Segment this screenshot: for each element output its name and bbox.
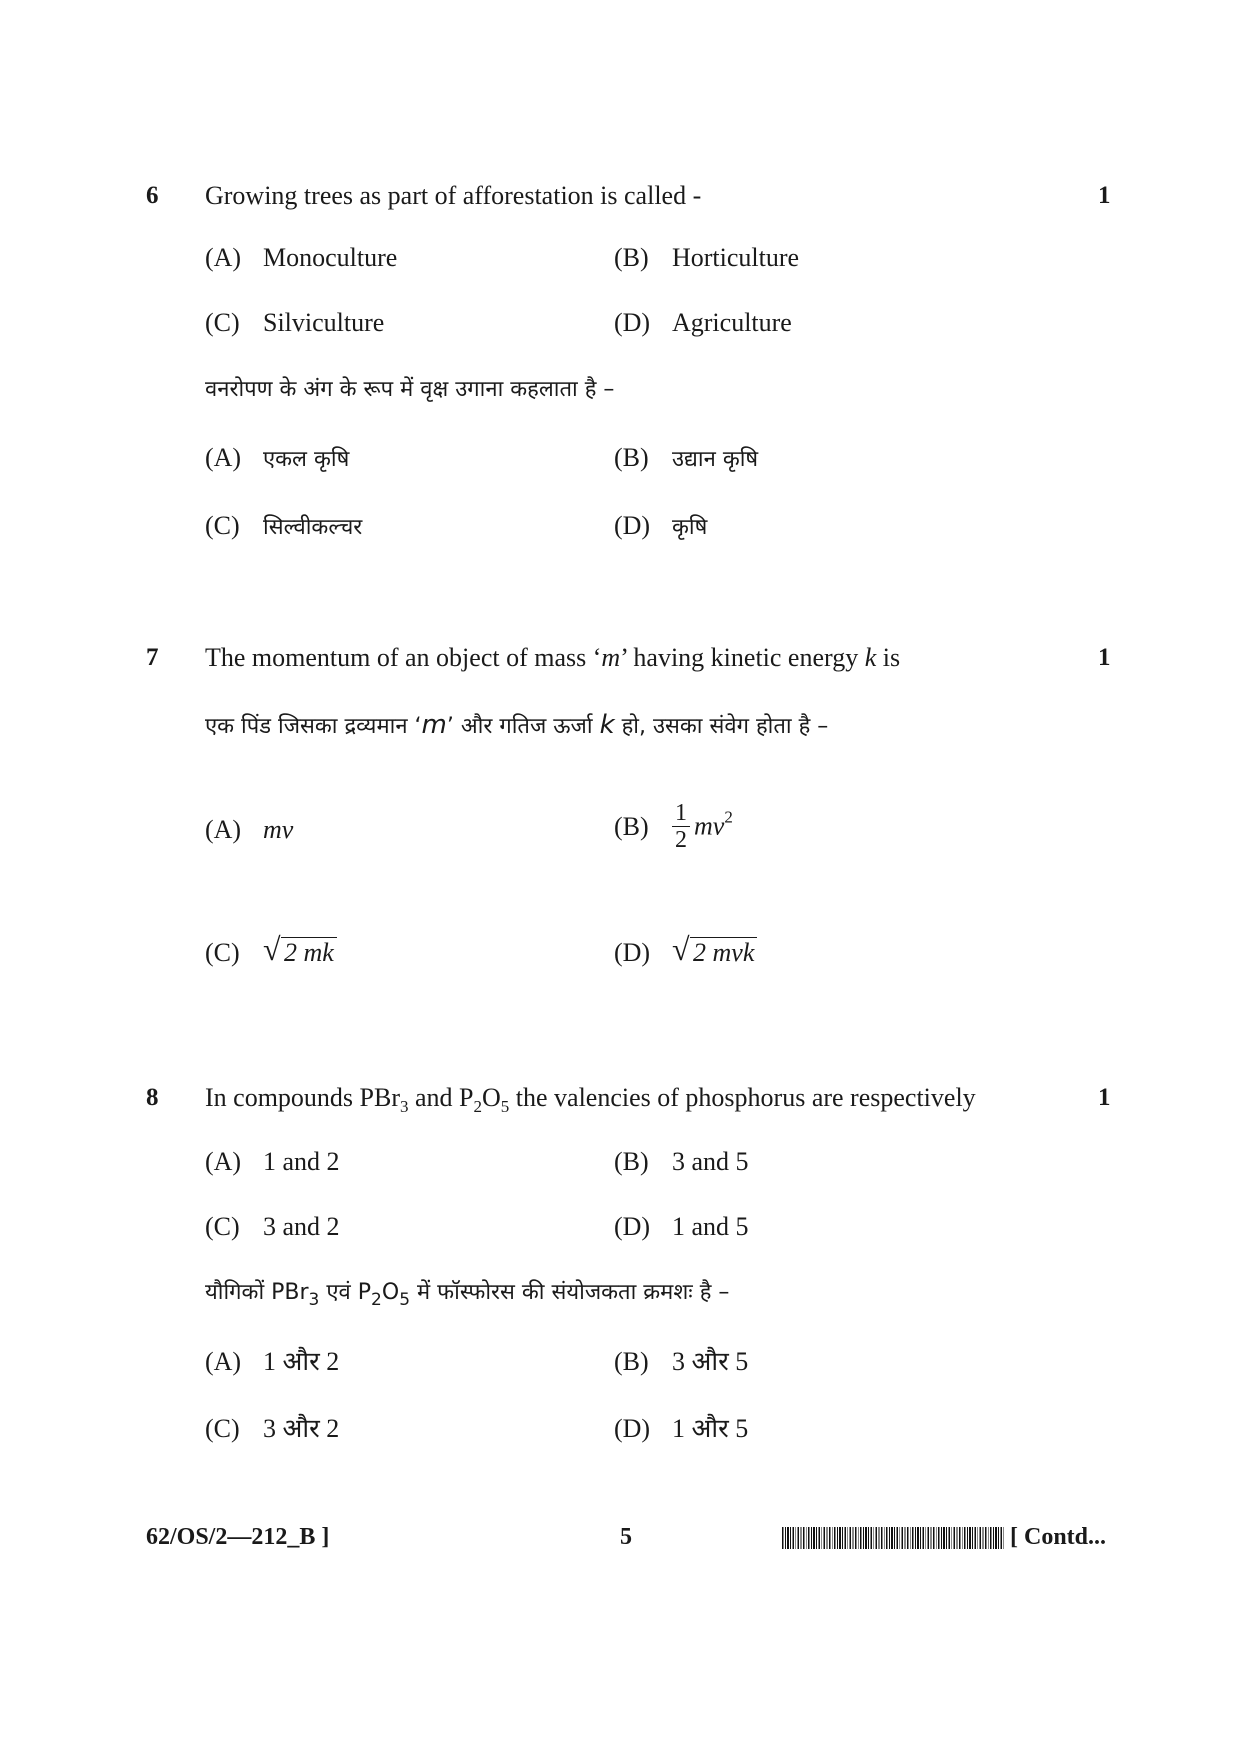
text-segment: ’ having kinetic energy	[620, 643, 865, 672]
text-segment: the valencies of phosphorus are respectively	[509, 1083, 976, 1112]
radicand: 2 mk	[281, 937, 337, 967]
subscript: 3	[308, 1290, 320, 1310]
q8-option-c-hi	[205, 1413, 339, 1445]
fraction-denominator: 2	[675, 827, 687, 853]
option-label: (B)	[614, 243, 649, 272]
footer-page-number: 5	[620, 1524, 632, 1550]
option-label: (C)	[205, 1212, 240, 1241]
option-label: (D)	[614, 938, 651, 967]
q7-option-a	[205, 814, 293, 846]
question-7-marks: 1	[1098, 644, 1111, 671]
option-text: Silviculture	[263, 308, 385, 337]
text-segment: O	[381, 1280, 400, 1305]
square-root	[672, 931, 757, 969]
q8-option-c-en	[205, 1211, 340, 1243]
option-text: कृषि	[672, 515, 708, 540]
subscript: 3	[400, 1097, 409, 1116]
text-segment: ’ और गतिज ऊर्जा	[446, 714, 600, 739]
q7-option-d	[614, 931, 757, 969]
option-label: (A)	[205, 815, 242, 844]
q6-option-c-hi	[205, 510, 362, 544]
option-label: (C)	[205, 1414, 240, 1443]
subscript: 5	[500, 1097, 510, 1116]
option-label: (D)	[614, 511, 651, 540]
contd-label: [ Contd...	[1010, 1524, 1107, 1550]
option-text: 3 और 2	[263, 1414, 340, 1443]
question-6-marks: 1	[1098, 182, 1111, 209]
option-text: 1 और 2	[263, 1347, 340, 1376]
text-segment: The momentum of an object of mass ‘	[205, 643, 602, 672]
option-label: (C)	[205, 938, 240, 967]
q6-option-b-en	[614, 242, 799, 274]
option-label: (B)	[614, 1147, 649, 1176]
question-6-number: 6	[146, 182, 159, 209]
option-text: उद्यान कृषि	[672, 447, 759, 472]
subscript: 2	[371, 1290, 382, 1310]
text-segment: एवं P	[319, 1280, 372, 1305]
variable-m: m	[601, 643, 621, 672]
text-segment: हो, उसका संवेग होता है –	[614, 714, 829, 739]
footer-paper-code: 62/OS/2—212_B ]	[146, 1524, 330, 1550]
text-segment: यौगिकों PBr	[205, 1280, 309, 1305]
text-segment: is	[876, 643, 901, 672]
option-label: (A)	[205, 1147, 242, 1176]
option-text: 3 and 5	[672, 1147, 749, 1176]
option-text: 1 and 5	[672, 1212, 749, 1241]
q6-option-b-hi	[614, 442, 758, 476]
question-6-text-hi: वनरोपण के अंग के रूप में वृक्ष उगाना कहलाता है –	[205, 377, 615, 402]
footer-contd	[782, 1524, 1106, 1551]
option-text: 3 and 2	[263, 1212, 340, 1241]
fraction-numerator: 1	[672, 800, 690, 827]
question-8-text-hi	[205, 1277, 729, 1309]
radical-sign: √	[263, 931, 281, 967]
option-label: (C)	[205, 511, 240, 540]
question-8-marks: 1	[1098, 1084, 1111, 1111]
q8-option-d-hi	[614, 1413, 748, 1445]
text-segment: and P	[408, 1083, 474, 1112]
subscript: 5	[399, 1290, 411, 1310]
radical-sign: √	[672, 931, 690, 967]
subscript: 2	[473, 1097, 482, 1116]
option-text: एकल कृषि	[263, 447, 350, 472]
variable-k: k	[864, 643, 877, 672]
q8-option-b-en	[614, 1146, 749, 1178]
option-text: Monoculture	[263, 243, 398, 272]
q8-option-a-en	[205, 1146, 340, 1178]
square-root	[263, 931, 337, 969]
option-label: (A)	[205, 1347, 242, 1376]
option-text: सिल्वीकल्चर	[263, 515, 363, 540]
option-text: 1 और 5	[672, 1414, 749, 1443]
question-8-text-en	[205, 1082, 976, 1114]
q6-option-a-hi	[205, 442, 349, 476]
q7-option-b	[614, 800, 733, 853]
barcode-icon	[782, 1527, 1004, 1549]
option-text: Horticulture	[672, 243, 800, 272]
q8-option-b-hi	[614, 1346, 748, 1378]
q6-option-d-en	[614, 307, 792, 339]
variable-k: k	[599, 710, 615, 740]
exponent: 2	[724, 807, 733, 827]
q7-option-c	[205, 931, 337, 969]
option-label: (B)	[614, 443, 649, 472]
question-6-text-en: Growing trees as part of afforestation is called -	[205, 181, 702, 210]
question-7-text-en	[205, 642, 900, 674]
radicand: 2 mvk	[690, 937, 757, 967]
text-segment: में फॉस्फोरस की संयोजकता क्रमशः है –	[410, 1280, 730, 1305]
option-text: 1 and 2	[263, 1147, 340, 1176]
option-label: (C)	[205, 308, 240, 337]
q6-option-a-en	[205, 242, 397, 274]
q8-option-a-hi	[205, 1346, 339, 1378]
q6-option-c-en	[205, 307, 384, 339]
question-7-number: 7	[146, 644, 159, 671]
option-label: (B)	[614, 811, 649, 841]
variable-m: m	[421, 710, 447, 740]
option-text: 3 और 5	[672, 1347, 749, 1376]
option-label: (A)	[205, 243, 242, 272]
q8-option-d-en	[614, 1211, 749, 1243]
question-8-number: 8	[146, 1084, 159, 1111]
option-label: (D)	[614, 1212, 651, 1241]
text-segment: O	[482, 1083, 501, 1112]
option-label: (A)	[205, 443, 242, 472]
q6-option-d-hi	[614, 510, 707, 544]
option-expression: mv	[263, 815, 294, 844]
text-segment: In compounds PBr	[205, 1083, 400, 1112]
question-7-text-hi	[205, 709, 828, 743]
option-label: (D)	[614, 1414, 651, 1443]
option-label: (B)	[614, 1347, 649, 1376]
text-segment: एक पिंड जिसका द्रव्यमान ‘	[205, 714, 422, 739]
option-text: Agriculture	[672, 308, 792, 337]
option-label: (D)	[614, 308, 651, 337]
option-expression: mv	[694, 811, 725, 841]
fraction-one-half	[672, 800, 690, 853]
